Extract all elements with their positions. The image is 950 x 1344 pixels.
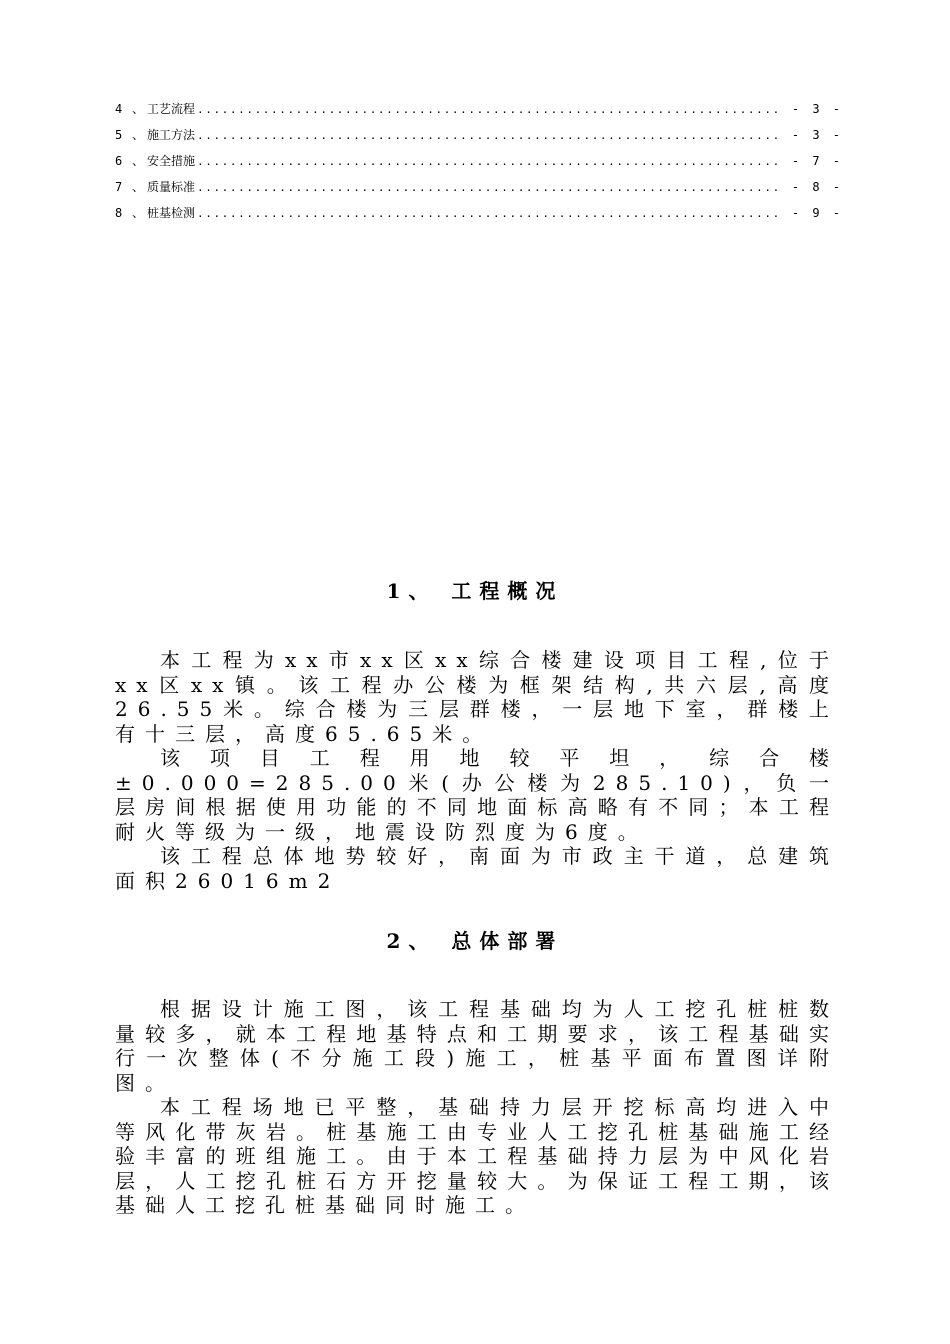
toc-entry-page: - 9 - bbox=[791, 206, 843, 220]
paragraph: 本工程为xx市xx区xx综合楼建设项目工程,位于xx区xx镇。该工程办公楼为框架结构,共六层,高度26.55米。综合楼为三层群楼，一层地下室，群楼上有十三层，高度65.65米。 bbox=[115, 648, 839, 746]
toc-entry-title: 安全措施 bbox=[147, 154, 196, 168]
toc-entry-number: 4 bbox=[115, 102, 123, 116]
section-heading-overall-deployment: 2、 总体部署 bbox=[386, 929, 564, 953]
section-heading-project-overview: 1、 工程概况 bbox=[386, 579, 564, 603]
paragraph: 根据设计施工图，该工程基础均为人工挖孔桩桩数量较多，就本工程地基特点和工期要求，该工程基础实行一次整体(不分施工段)施工，桩基平面布置图详附图。 bbox=[115, 997, 839, 1095]
toc-entry[interactable] bbox=[115, 180, 843, 206]
toc-leader-dots bbox=[197, 181, 781, 195]
table-of-contents bbox=[115, 102, 843, 232]
toc-entry-separator: 、 bbox=[131, 128, 144, 142]
toc-entry-title: 工艺流程 bbox=[147, 102, 196, 116]
toc-leader-dots bbox=[197, 103, 781, 117]
toc-entry[interactable] bbox=[115, 154, 843, 180]
toc-entry-separator: 、 bbox=[131, 206, 144, 220]
toc-entry[interactable] bbox=[115, 128, 843, 154]
toc-entry-page: - 3 - bbox=[791, 128, 843, 142]
toc-entry-page: - 3 - bbox=[791, 102, 843, 116]
paragraph: 本工程场地已平整，基础持力层开挖标高均进入中等风化带灰岩。桩基施工由专业人工挖孔桩基础施工经验丰富的班组施工。由于本工程基础持力层为中风化岩层，人工挖孔桩石方开挖量较大。为保证工程工期，该基础人工挖孔桩基础同时施工。 bbox=[115, 1095, 839, 1217]
toc-entry-page: - 7 - bbox=[791, 154, 843, 168]
toc-entry-separator: 、 bbox=[131, 154, 144, 168]
toc-leader-dots bbox=[197, 155, 781, 169]
paragraph: 该工程总体地势较好，南面为市政主干道，总建筑面积26016m2 bbox=[115, 844, 839, 893]
toc-entry-title: 施工方法 bbox=[147, 128, 196, 142]
toc-entry-page: - 8 - bbox=[791, 180, 843, 194]
toc-entry-number: 7 bbox=[115, 180, 123, 194]
toc-entry-number: 6 bbox=[115, 154, 123, 168]
toc-entry-number: 5 bbox=[115, 128, 123, 142]
toc-leader-dots bbox=[197, 129, 781, 143]
paragraph: 该项目工程用地较平坦，综合楼±0.000=285.00米(办公楼为285.10)，负一层房间根据使用功能的不同地面标高略有不同；本工程耐火等级为一级，地震设防烈度为6度。 bbox=[115, 746, 839, 844]
toc-entry[interactable] bbox=[115, 102, 843, 128]
toc-entry-title: 桩基检测 bbox=[147, 206, 196, 220]
toc-entry[interactable] bbox=[115, 206, 843, 232]
toc-entry-separator: 、 bbox=[131, 180, 144, 194]
toc-entry-title: 质量标准 bbox=[147, 180, 196, 194]
toc-entry-separator: 、 bbox=[131, 102, 144, 116]
section-body-project-overview bbox=[115, 648, 839, 893]
section-body-overall-deployment bbox=[115, 997, 839, 1218]
toc-entry-number: 8 bbox=[115, 206, 123, 220]
toc-leader-dots bbox=[197, 207, 781, 221]
